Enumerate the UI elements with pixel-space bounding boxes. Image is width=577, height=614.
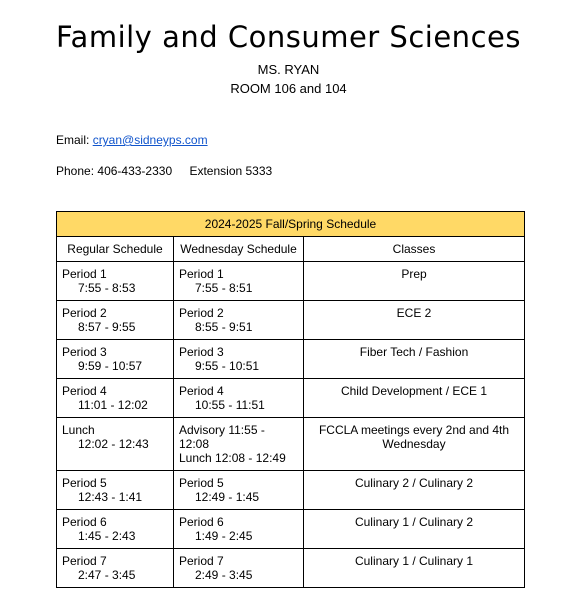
classes-cell: Culinary 2 / Culinary 2 (304, 471, 525, 510)
regular-period-time: 12:02 - 12:43 (78, 437, 149, 451)
wednesday-period-time: 1:49 - 2:45 (195, 529, 253, 543)
regular-period-time: 9:59 - 10:57 (78, 359, 143, 373)
wednesday-period-time: 7:55 - 8:51 (195, 281, 253, 295)
table-row (57, 418, 525, 471)
classes-cell: Culinary 1 / Culinary 1 (304, 549, 525, 588)
table-row (57, 471, 525, 510)
regular-period-label: Period 1 (62, 267, 107, 281)
wednesday-period-time: 2:49 - 3:45 (195, 568, 253, 582)
wednesday-schedule-cell (174, 262, 304, 301)
classes-cell: FCCLA meetings every 2nd and 4th Wednesday (304, 418, 525, 471)
wednesday-schedule-cell (174, 549, 304, 588)
regular-schedule-cell (57, 510, 174, 549)
classes-cell: ECE 2 (304, 301, 525, 340)
email-row (56, 133, 208, 147)
page-title: Family and Consumer Sciences (56, 20, 521, 54)
regular-period-time: 8:57 - 9:55 (78, 320, 136, 334)
wednesday-period-label: Advisory 11:55 - 12:08 (179, 423, 265, 451)
wednesday-period-label: Period 5 (179, 476, 224, 490)
wednesday-period-label: Period 3 (179, 345, 224, 359)
regular-period-time: 11:01 - 12:02 (78, 398, 148, 412)
column-header-classes: Classes (304, 237, 525, 262)
regular-schedule-cell (57, 549, 174, 588)
wednesday-period-label: Period 4 (179, 384, 224, 398)
column-header-regular: Regular Schedule (57, 237, 174, 262)
wednesday-period-time: 10:55 - 11:51 (195, 398, 265, 412)
schedule-title: 2024-2025 Fall/Spring Schedule (57, 212, 525, 237)
wednesday-period-time: Lunch 12:08 - 12:49 (179, 451, 286, 465)
schedule-table (56, 211, 525, 588)
regular-period-time: 1:45 - 2:43 (78, 529, 136, 543)
classes-cell: Culinary 1 / Culinary 2 (304, 510, 525, 549)
regular-schedule-cell (57, 340, 174, 379)
classes-cell: Fiber Tech / Fashion (304, 340, 525, 379)
column-header-row (57, 237, 525, 262)
wednesday-schedule-cell (174, 510, 304, 549)
classes-cell: Child Development / ECE 1 (304, 379, 525, 418)
table-row (57, 549, 525, 588)
wednesday-schedule-cell (174, 301, 304, 340)
regular-period-time: 7:55 - 8:53 (78, 281, 136, 295)
regular-period-label: Period 3 (62, 345, 107, 359)
column-header-wednesday: Wednesday Schedule (174, 237, 304, 262)
regular-period-label: Lunch (62, 423, 95, 437)
regular-schedule-cell (57, 262, 174, 301)
table-row (57, 262, 525, 301)
wednesday-period-label: Period 6 (179, 515, 224, 529)
table-row (57, 510, 525, 549)
email-label: Email: (56, 133, 90, 147)
room-info: ROOM 106 and 104 (230, 81, 347, 96)
wednesday-period-label: Period 1 (179, 267, 224, 281)
regular-period-label: Period 6 (62, 515, 107, 529)
regular-period-label: Period 2 (62, 306, 107, 320)
phone-row (56, 164, 272, 178)
regular-period-time: 12:43 - 1:41 (78, 490, 143, 504)
schedule-title-row (57, 212, 525, 237)
regular-schedule-cell (57, 379, 174, 418)
regular-schedule-cell (57, 471, 174, 510)
regular-period-label: Period 4 (62, 384, 107, 398)
table-row (57, 301, 525, 340)
email-link[interactable]: cryan@sidneyps.com (92, 133, 208, 147)
phone-extension: Extension 5333 (189, 164, 273, 178)
regular-period-label: Period 7 (62, 554, 107, 568)
regular-schedule-cell (57, 301, 174, 340)
regular-schedule-cell (57, 418, 174, 471)
wednesday-period-label: Period 2 (179, 306, 224, 320)
wednesday-schedule-cell (174, 340, 304, 379)
wednesday-period-time: 9:55 - 10:51 (195, 359, 260, 373)
wednesday-schedule-cell (174, 379, 304, 418)
wednesday-period-label: Period 7 (179, 554, 224, 568)
classes-cell: Prep (304, 262, 525, 301)
regular-period-label: Period 5 (62, 476, 107, 490)
wednesday-period-time: 12:49 - 1:45 (195, 490, 260, 504)
table-row (57, 340, 525, 379)
wednesday-schedule-cell (174, 418, 304, 471)
wednesday-period-time: 8:55 - 9:51 (195, 320, 253, 334)
wednesday-schedule-cell (174, 471, 304, 510)
phone-label: Phone: (56, 164, 95, 178)
teacher-name: MS. RYAN (257, 62, 320, 77)
table-row (57, 379, 525, 418)
phone-number: 406-433-2330 (97, 164, 173, 178)
regular-period-time: 2:47 - 3:45 (78, 568, 136, 582)
